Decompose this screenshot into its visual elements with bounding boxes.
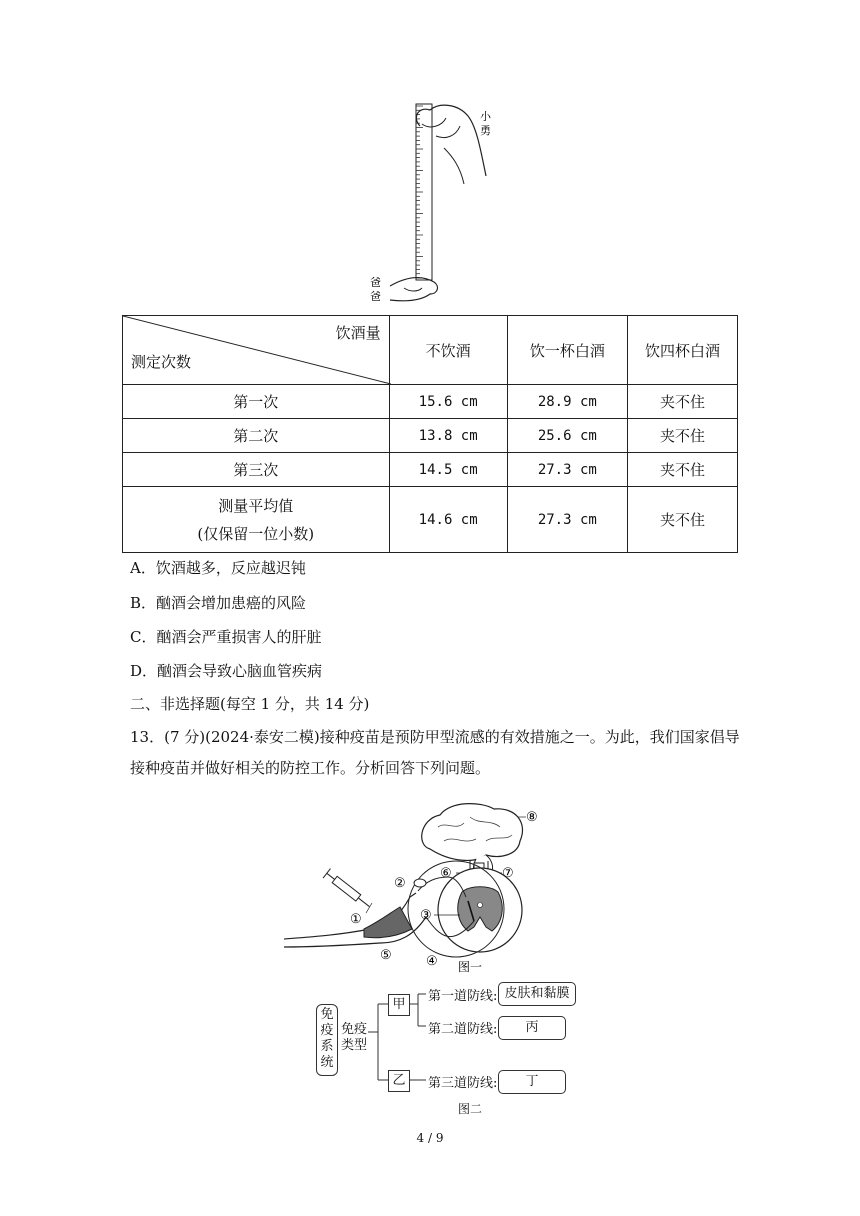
system-char: 免 bbox=[320, 1007, 334, 1022]
label-xiaoyong-2: 勇 bbox=[480, 124, 491, 137]
table-row bbox=[123, 385, 738, 419]
row-label-average bbox=[123, 487, 390, 553]
header-drink-amount: 饮酒量 bbox=[335, 324, 381, 342]
first-line-box: 皮肤和黏膜 bbox=[498, 982, 576, 1006]
option-d: D．酗酒会导致心脑血管疾病 bbox=[130, 662, 323, 680]
option-b: B．酗酒会增加患癌的风险 bbox=[130, 594, 307, 612]
table-cell: 夹不住 bbox=[627, 419, 737, 453]
column-header: 饮四杯白酒 bbox=[627, 316, 737, 385]
avg-label-line2: (仅保留一位小数) bbox=[197, 524, 315, 543]
third-line-label: 第三道防线: bbox=[428, 1076, 498, 1091]
immune-types-label: 免疫类型 bbox=[340, 1022, 367, 1053]
table-cell: 夹不住 bbox=[627, 487, 737, 553]
label-xiaoyong-1: 小 bbox=[480, 110, 491, 123]
marker-3: ③ bbox=[420, 908, 432, 923]
row-label: 第一次 bbox=[123, 385, 390, 419]
second-line-label: 第二道防线: bbox=[428, 1022, 498, 1037]
system-char: 统 bbox=[320, 1055, 334, 1070]
header-test-count: 测定次数 bbox=[131, 353, 192, 371]
figure1-caption: 图一 bbox=[458, 960, 483, 974]
third-line-box: 丁 bbox=[498, 1070, 566, 1094]
table-row-average bbox=[123, 487, 738, 553]
row-label: 第二次 bbox=[123, 419, 390, 453]
table-cell: 15.6 cm bbox=[389, 385, 507, 419]
marker-7: ⑦ bbox=[502, 866, 514, 881]
marker-5: ⑤ bbox=[380, 948, 392, 963]
system-char: 疫 bbox=[320, 1023, 334, 1038]
column-header: 不饮酒 bbox=[389, 316, 507, 385]
column-header: 饮一杯白酒 bbox=[507, 316, 627, 385]
marker-6: ⑥ bbox=[440, 866, 452, 881]
marker-2: ② bbox=[394, 876, 406, 891]
table-cell: 夹不住 bbox=[627, 385, 737, 419]
marker-1: ① bbox=[350, 912, 362, 927]
avg-label-line1: 测量平均值 bbox=[218, 496, 294, 515]
table-corner-cell bbox=[123, 316, 390, 385]
table-cell: 27.3 cm bbox=[507, 453, 627, 487]
page-number: 4 / 9 bbox=[416, 1131, 444, 1145]
question-13-text: 13．(7 分)(2024·泰安二模)接种疫苗是预防甲型流感的有效措施之一。为此，我们国家倡导接种疫苗并做好相关的防控工作。分析回答下列问题。 bbox=[130, 728, 740, 777]
table-cell: 14.6 cm bbox=[389, 487, 507, 553]
immune-system-figure bbox=[314, 980, 594, 1118]
figure2-caption: 图二 bbox=[458, 1102, 483, 1116]
label-baba-2: 爸 bbox=[370, 290, 381, 303]
box-jia: 甲 bbox=[388, 994, 410, 1016]
row-label: 第三次 bbox=[123, 453, 390, 487]
second-line-box: 丙 bbox=[498, 1016, 566, 1040]
table-cell: 25.6 cm bbox=[507, 419, 627, 453]
label-baba-1: 爸 bbox=[370, 276, 381, 289]
table-row bbox=[123, 419, 738, 453]
table-cell: 14.5 cm bbox=[389, 453, 507, 487]
reflex-arc-figure bbox=[280, 797, 570, 975]
option-a: A．饮酒越多，反应越迟钝 bbox=[130, 559, 306, 577]
table-cell: 27.3 cm bbox=[507, 487, 627, 553]
ruler-test-figure bbox=[360, 96, 500, 308]
marker-4: ④ bbox=[426, 954, 438, 969]
first-line-label: 第一道防线: bbox=[428, 989, 498, 1004]
system-char: 系 bbox=[320, 1039, 334, 1054]
box-yi: 乙 bbox=[388, 1070, 410, 1092]
table-row bbox=[123, 453, 738, 487]
reaction-table bbox=[122, 315, 738, 553]
section-title: 二、非选择题(每空 1 分，共 14 分) bbox=[130, 695, 370, 713]
table-cell: 13.8 cm bbox=[389, 419, 507, 453]
table-header-row bbox=[123, 316, 738, 385]
immune-system-box bbox=[316, 1004, 338, 1076]
marker-8: ⑧ bbox=[526, 810, 538, 825]
option-c: C．酗酒会严重损害人的肝脏 bbox=[130, 628, 322, 646]
table-cell: 28.9 cm bbox=[507, 385, 627, 419]
table-cell: 夹不住 bbox=[627, 453, 737, 487]
